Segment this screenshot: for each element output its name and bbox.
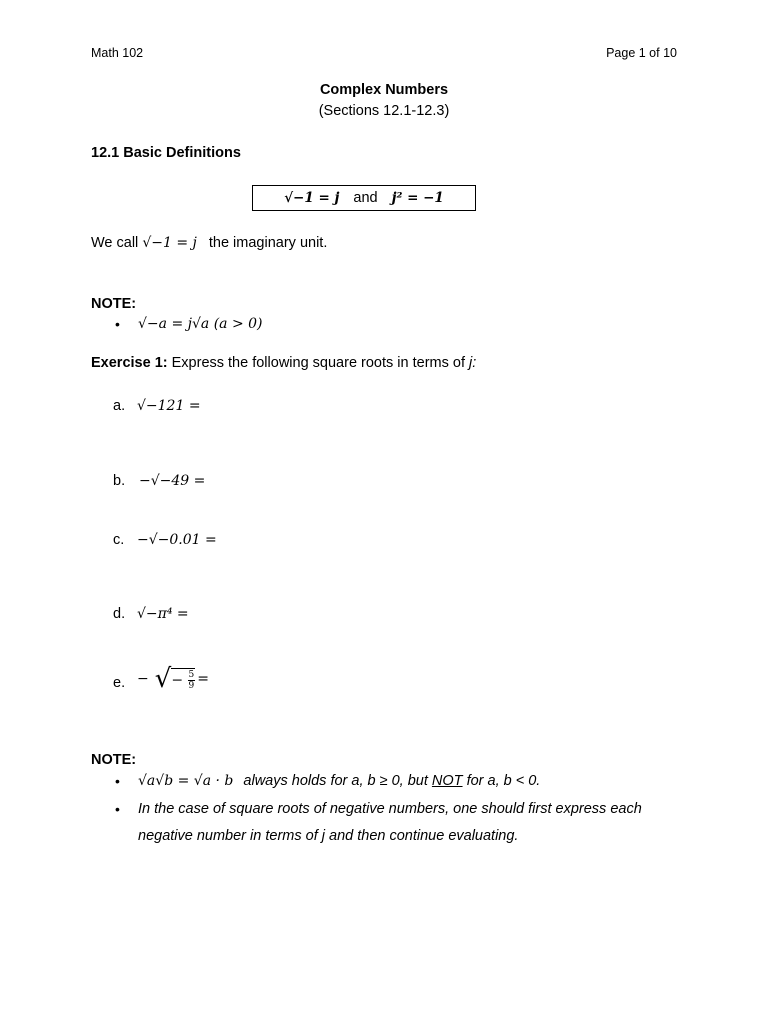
definition-right-expr: j² = −1: [391, 190, 444, 206]
note2-bullet-2: •: [115, 801, 120, 817]
section-heading: 12.1 Basic Definitions: [91, 145, 241, 161]
note2-bullet-1-not: NOT: [431, 773, 463, 789]
exercise-item-e-fraction: [188, 670, 196, 691]
fraction-numerator: 5: [188, 669, 195, 680]
note2-bullet-1: •: [115, 773, 120, 789]
exercise-var: j:: [469, 355, 477, 371]
note2-bullet-1-text: [138, 773, 540, 789]
note2-bullet-1-text-a: always holds for a, b ≥ 0, but: [243, 773, 428, 789]
header-course: Math 102: [91, 46, 144, 60]
exercise-item-a-letter: a.: [113, 398, 126, 414]
note2-heading: NOTE:: [91, 752, 137, 768]
exercise-item-a-expr: √−121 =: [137, 398, 201, 414]
exercise-item-e-radicand: − $\frac{5}{9}$: [171, 669, 195, 691]
page-title: Complex Numbers: [319, 82, 449, 98]
exercise-prompt-text: Express the following square roots in terms of: [171, 355, 465, 371]
exercise-item-c-letter: c.: [113, 532, 125, 548]
imaginary-unit-line: [91, 235, 327, 251]
note2-bullet-1-expr: √a√b = √a · b: [138, 773, 234, 789]
definition-connector: and: [353, 190, 378, 206]
definition-left-expr: √−1 = j: [284, 190, 340, 206]
note1-heading: NOTE:: [91, 296, 137, 312]
note1-bullet: •: [115, 316, 120, 332]
exercise-item-e-prefix: −: [137, 671, 149, 687]
exercise-prompt: [91, 355, 476, 371]
imaginary-unit-prefix: We call: [91, 235, 139, 251]
exercise-item-e-expr: [137, 666, 209, 692]
note2-bullet-2-line-2: negative number in terms of j and then continue evaluating.: [138, 828, 519, 844]
exercise-item-d-letter: d.: [113, 606, 126, 622]
exercise-item-c-expr: −√−0.01 =: [137, 532, 217, 548]
imaginary-unit-expr: √−1 = j: [142, 235, 197, 251]
exercise-item-e-suffix: =: [197, 671, 209, 687]
note1-expr: √−a = j√a (a > 0): [138, 316, 263, 332]
page-subtitle: (Sections 12.1-12.3): [318, 103, 450, 119]
radical-icon: √: [154, 664, 172, 694]
exercise-item-e-letter: e.: [113, 675, 126, 691]
definition-box: [252, 185, 476, 211]
exercise-item-b-expr: −√−49 =: [139, 473, 206, 489]
header-page-number: Page 1 of 10: [606, 46, 677, 60]
exercise-item-b-letter: b.: [113, 473, 126, 489]
exercise-label: Exercise 1:: [91, 355, 168, 371]
note2-bullet-1-text-b: for a, b < 0.: [466, 773, 541, 789]
fraction-denominator: 9: [188, 680, 195, 691]
imaginary-unit-suffix: the imaginary unit.: [208, 235, 328, 251]
exercise-item-d-expr: √−π⁴ =: [137, 606, 189, 622]
note2-bullet-2-line-1: In the case of square roots of negative numbers, one should first express each: [138, 801, 642, 817]
